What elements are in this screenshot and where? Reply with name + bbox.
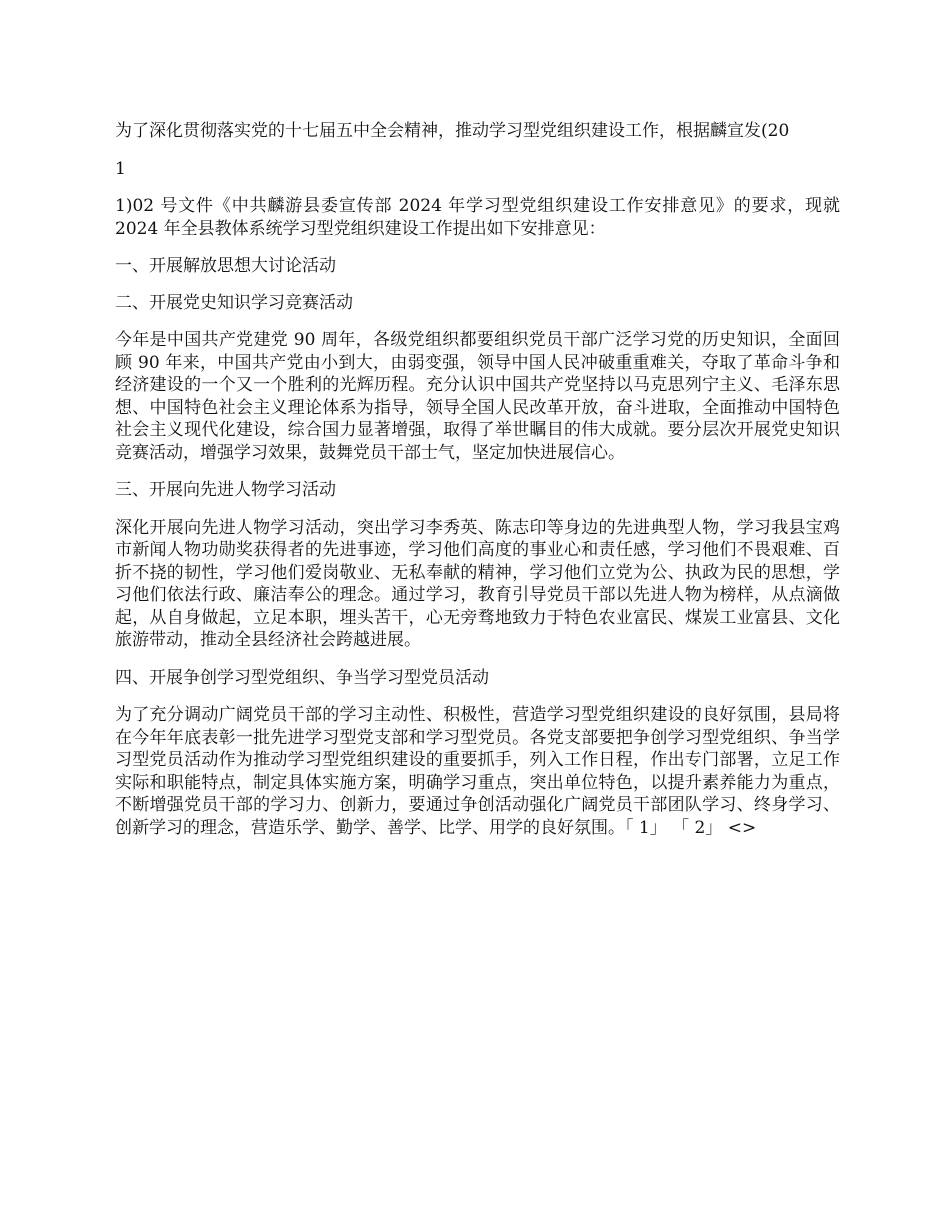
section-heading-2: 二、开展党史知识学习竞赛活动 [115, 292, 353, 313]
reference-paragraph: 1)02 号文件《中共麟游县委宣传部 2024 年学习型党组织建设工作安排意见》的要求，现就 2024 年全县教体系统学习型党组织建设工作提出如下安排意见： [115, 196, 840, 239]
document-body [115, 120, 840, 839]
page-number-fragment: 1 [115, 158, 126, 179]
section-2-body: 今年是中国共产党建党 90 周年，各级党组织都要组织党员干部广泛学习党的历史知识，全面回顾 90 年来，中国共产党由小到大，由弱变强，领导中国人民冲破重重难关，夺取了革命斗争和经济建设的一个又一个胜利的光辉历程。充分认识中国共产党坚持以马克思列宁主义、毛泽东思想、中国特色社会主义理论体系为指导，领导全国人民改革开放，奋斗进取，全面推动中国特色社会主义现代化建设，综合国力显著增强，取得了举世瞩目的伟大成就。要分层次开展党史知识竞赛活动，增强学习效果，鼓舞党员干部士气，坚定加快进展信心。 [115, 330, 840, 463]
section-4-body: 为了充分调动广阔党员干部的学习主动性、积极性，营造学习型党组织建设的良好氛围，县局将在今年年底表彰一批先进学习型党支部和学习型党员。各党支部要把争创学习型党组织、争当学习型党员活动作为推动学习型党组织建设的重要抓手，列入工作日程，作出专门部署，立足工作实际和职能特点，制定具体实施方案，明确学习重点，突出单位特色，以提升素养能力为重点，不断增强党员干部的学习力、创新力，要通过争创活动强化广阔党员干部团队学习、终身学习、创新学习的理念，营造乐学、勤学、善学、比学、用学的良好氛围。「 1」 「 2」 <> [115, 705, 840, 838]
section-heading-4: 四、开展争创学习型党组织、争当学习型党员活动 [115, 667, 489, 688]
intro-paragraph: 为了深化贯彻落实党的十七届五中全会精神，推动学习型党组织建设工作，根据麟宣发(20 [115, 121, 790, 141]
section-heading-3: 三、开展向先进人物学习活动 [115, 480, 336, 500]
section-heading-1: 一、开展解放思想大讨论活动 [115, 256, 336, 276]
section-3-body: 深化开展向先进人物学习活动，突出学习李秀英、陈志印等身边的先进典型人物，学习我县宝鸡市新闻人物功勋奖获得者的先进事迹，学习他们高度的事业心和责任感，学习他们不畏艰难、百折不挠的韧性，学习他们爱岗敬业、无私奉献的精神，学习他们立党为公、执政为民的思想，学习他们依法行政、廉洁奉公的理念。通过学习，教育引导党员干部以先进人物为榜样，从点滴做起，从自身做起，立足本职，埋头苦干，心无旁骛地致力于特色农业富民、煤炭工业富县、文化旅游带动，推动全县经济社会跨越进展。 [115, 517, 840, 650]
